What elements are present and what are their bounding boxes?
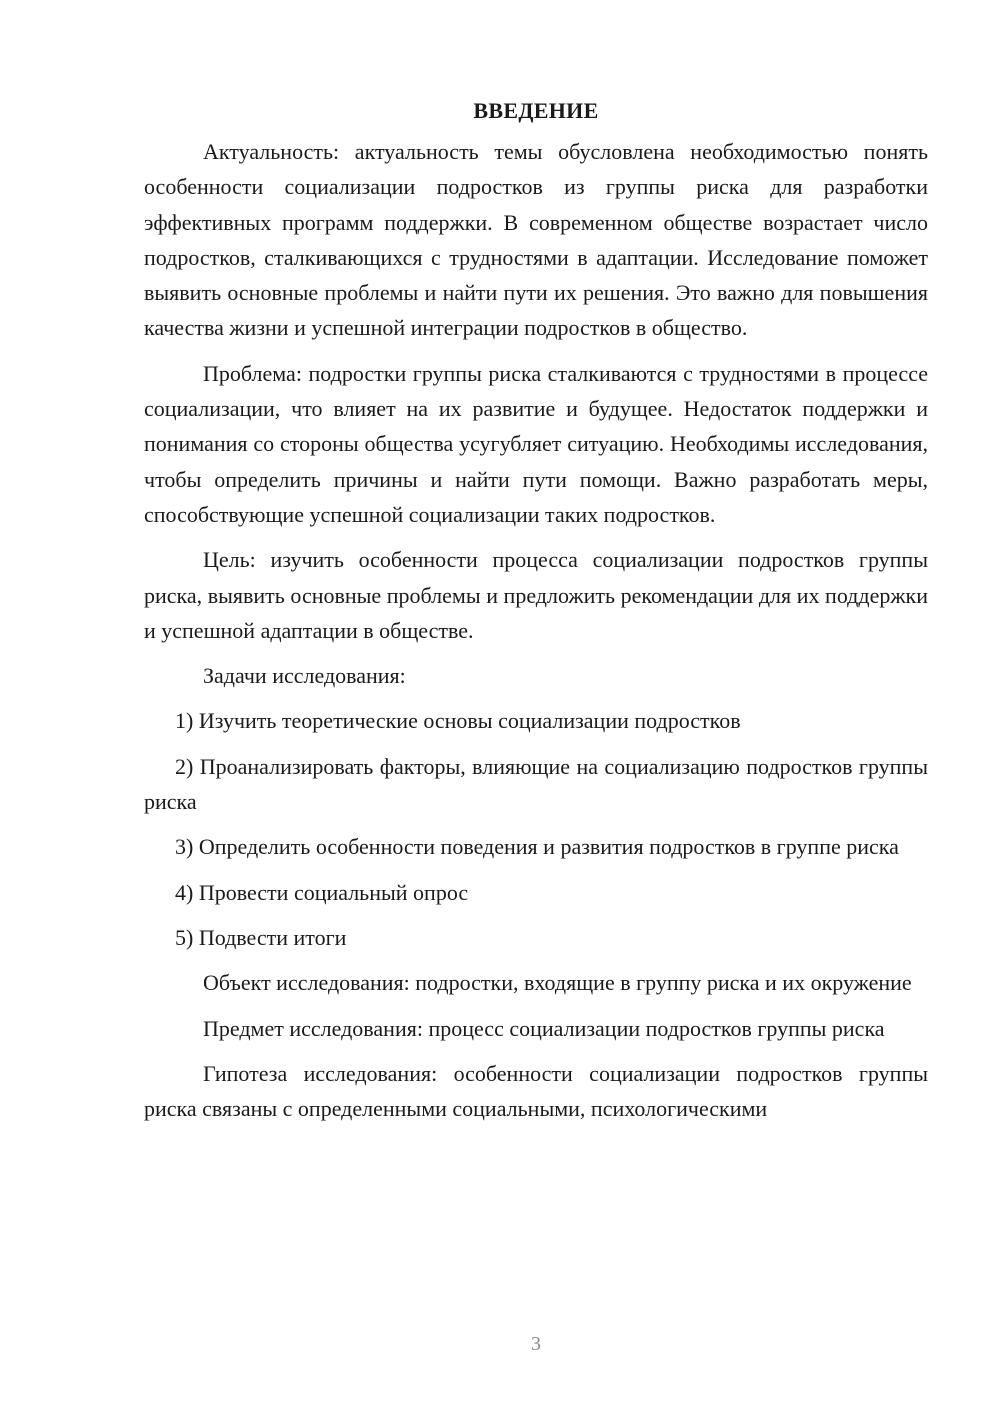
paragraph-object: Объект исследования: подростки, входящие в группу риска и их окружение [203,970,912,996]
task-item: 2) Проанализировать факторы, влияющие на социализацию подростков группы риска [144,753,928,815]
section-heading: ВВЕДЕНИЕ [473,98,599,123]
task-item: 4) Провести социальный опрос [175,879,469,905]
paragraph-subject: Предмет исследования: процесс социализации подростков группы риска [203,1015,885,1041]
page-number: 3 [531,1333,541,1355]
paragraph-hypothesis: Гипотеза исследования: особенности социализации подростков группы риска связаны с определенными социальными, психологическими [144,1060,928,1122]
tasks-heading: Задачи исследования: [203,663,406,689]
paragraph-problem: Проблема: подростки группы риска сталкиваются с трудностями в процессе социализации, что влияет на их развитие и будущее. Недостаток поддержки и понимания со стороны общества усугубляет ситуацию. Необходимы исследования, чтобы определить причины и найти пути помощи. Важно разработать меры, способствующие успешной социализации таких подростков. [144,360,928,527]
task-item: 5) Подвести итоги [175,924,347,950]
document-body [144,93,928,1136]
task-item: 3) Определить особенности поведения и развития подростков в группе риска [175,834,899,860]
paragraph-goal: Цель: изучить особенности процесса социализации подростков группы риска, выявить основные проблемы и предложить рекомендации для их поддержки и успешной адаптации в обществе. [144,547,928,643]
paragraph-relevance: Актуальность: актуальность темы обусловлена необходимостью понять особенности социализации подростков из группы риска для разработки эффективных программ поддержки. В современном обществе возрастает число подростков, сталкивающихся с трудностями в адаптации. Исследование поможет выявить основные проблемы и найти пути их решения. Это важно для повышения качества жизни и успешной интеграции подростков в общество. [144,139,928,341]
task-item: 1) Изучить теоретические основы социализации подростков [175,708,741,734]
